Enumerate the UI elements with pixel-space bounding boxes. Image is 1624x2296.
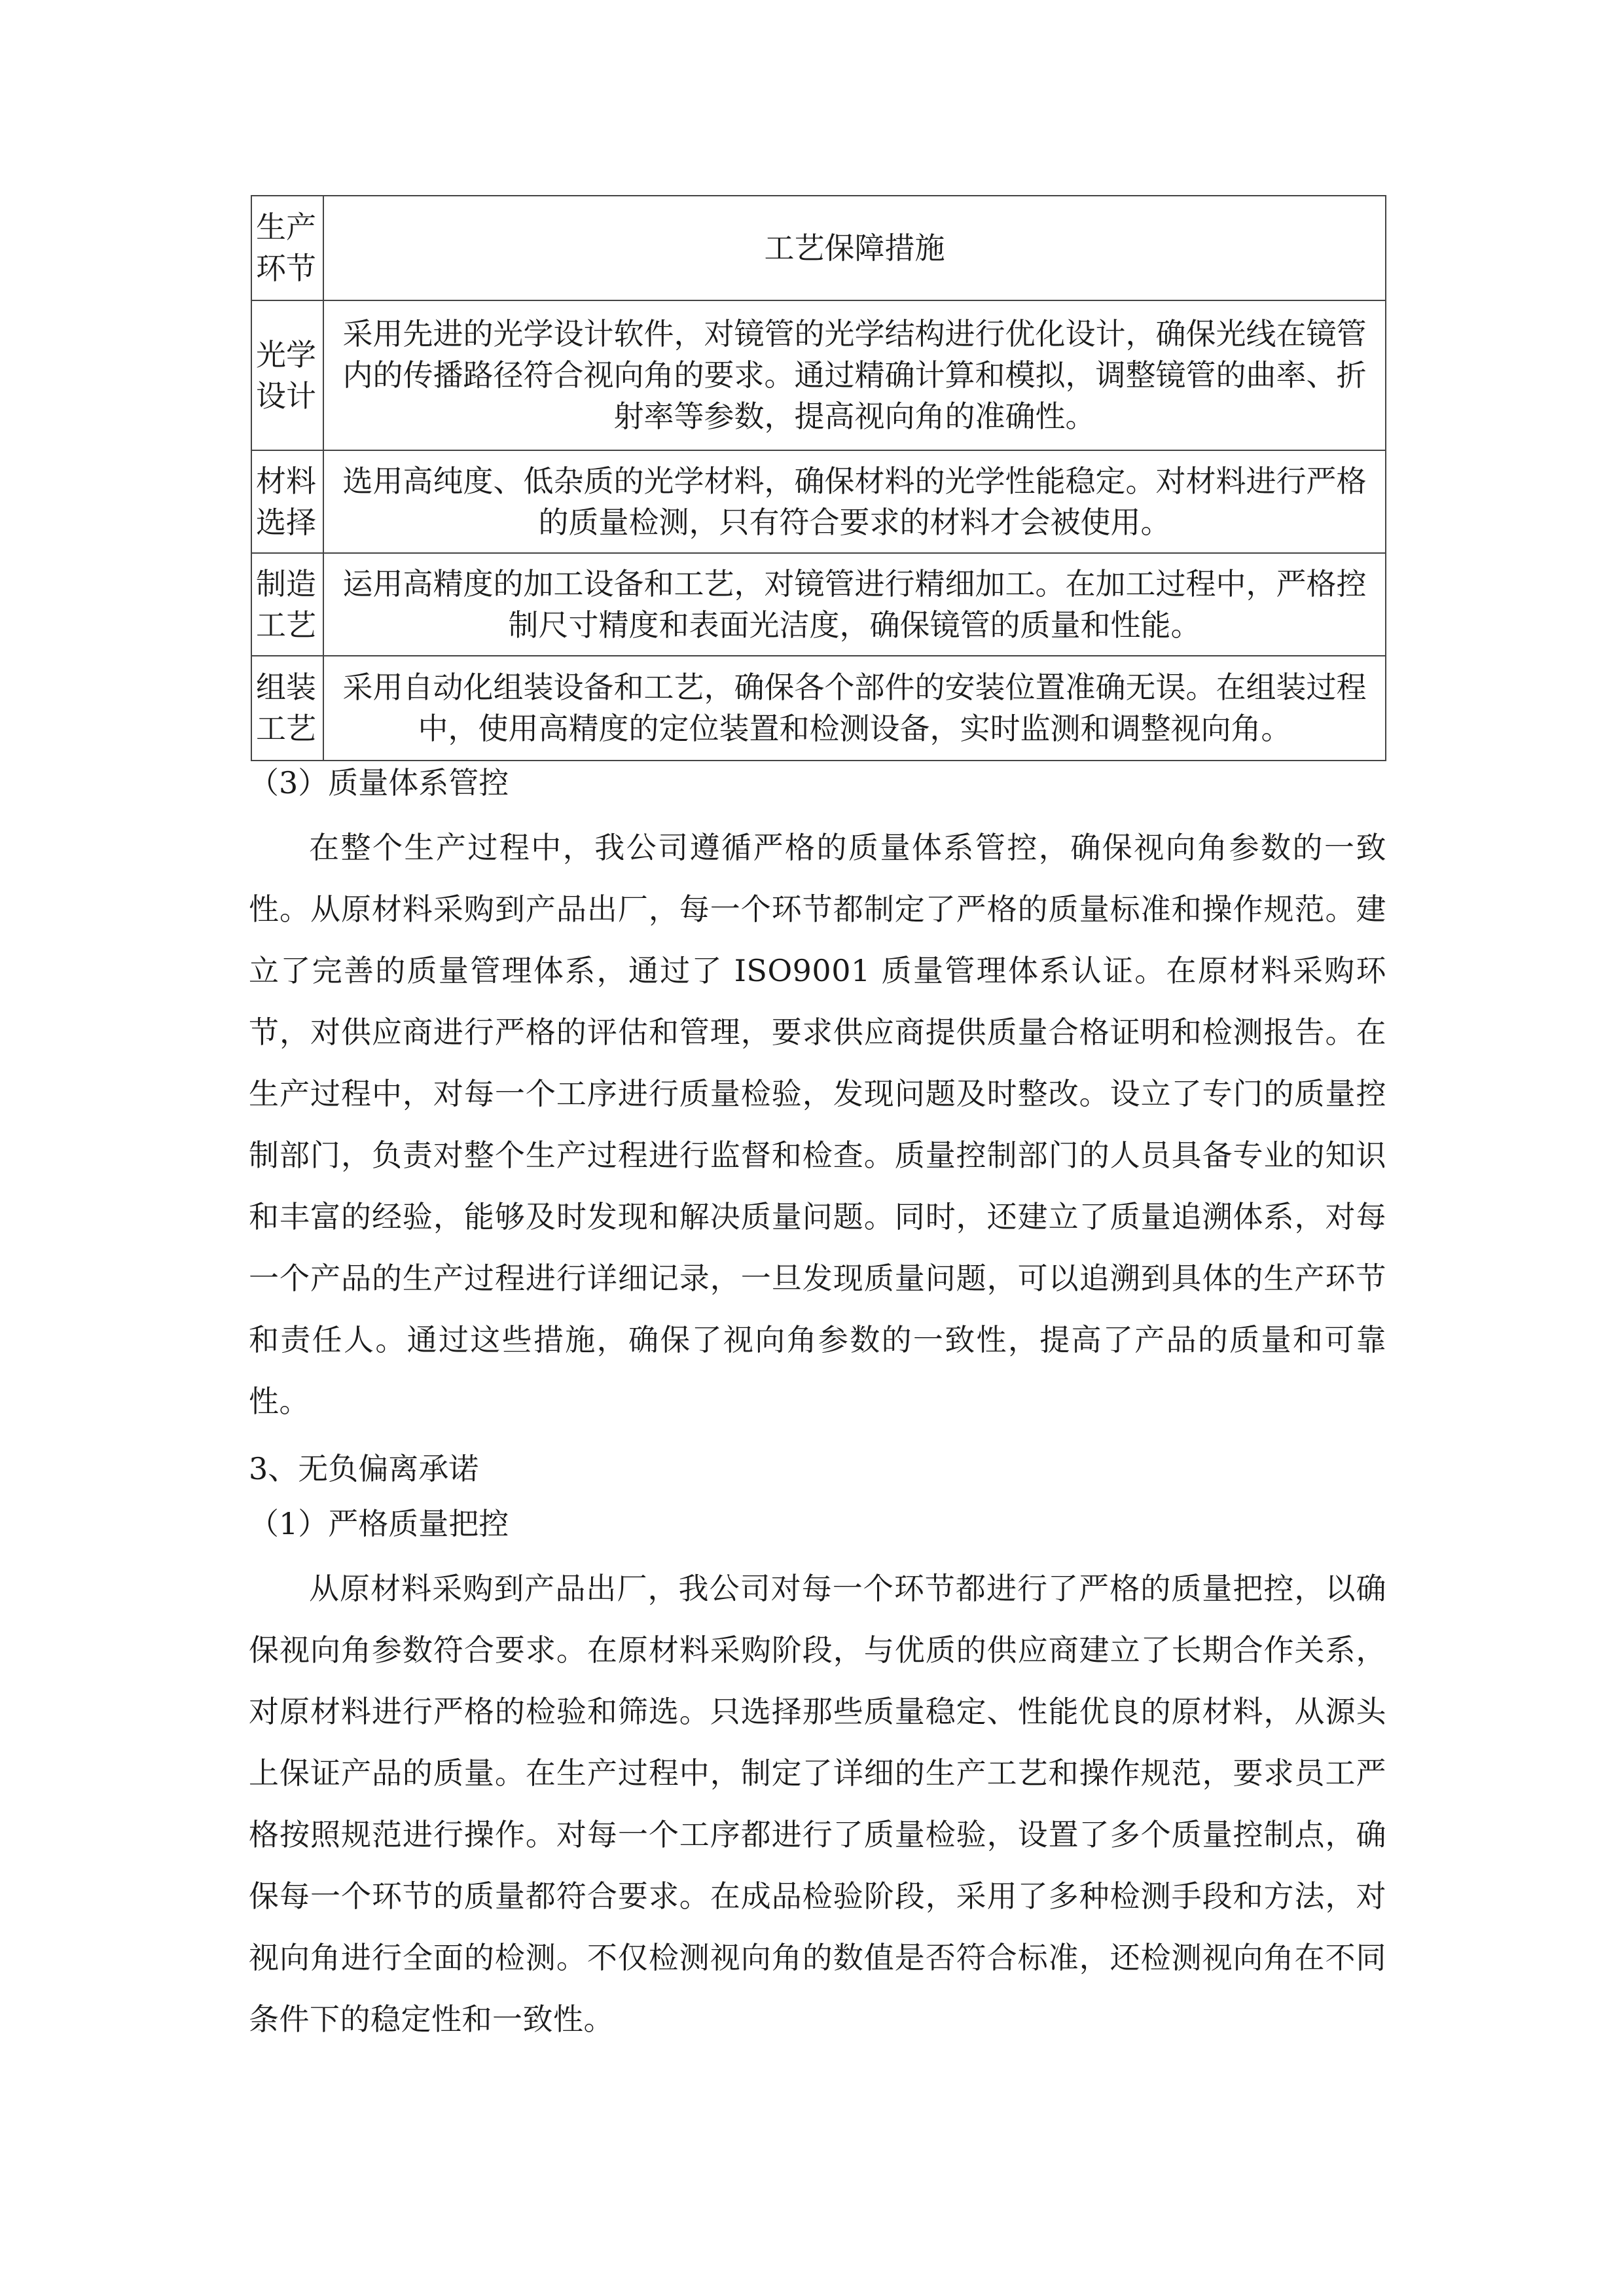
- quality-control-subheading: （1）严格质量把控: [249, 1506, 509, 1541]
- table-row: [251, 656, 1386, 761]
- quality-system-heading: （3）质量体系管控: [249, 765, 509, 800]
- table-row: [251, 450, 1386, 553]
- table-row: [251, 553, 1386, 656]
- table-row: [251, 300, 1386, 450]
- measure-cell: 选用高纯度、低杂质的光学材料，确保材料的光学性能稳定。对材料进行严格的质量检测，只有符合要求的材料才会被使用。: [323, 450, 1386, 553]
- measure-cell: 采用先进的光学设计软件，对镜管的光学结构进行优化设计，确保光线在镜管内的传播路径符合视向角的要求。通过精确计算和模拟，调整镜管的曲率、折射率等参数，提高视向角的准确性。: [323, 300, 1386, 450]
- stage-cell: 材料选择: [251, 450, 323, 553]
- table-header-row: [251, 196, 1386, 300]
- stage-cell: 光学设计: [251, 300, 323, 450]
- body-content: [249, 761, 1386, 2050]
- stage-cell: 组装工艺: [251, 656, 323, 761]
- measure-cell: 采用自动化组装设备和工艺，确保各个部件的安装位置准确无误。在组装过程中，使用高精度的定位装置和检测设备，实时监测和调整视向角。: [323, 656, 1386, 761]
- header-stage-cell: 生产环节: [251, 196, 323, 300]
- commitment-heading: 3、无负偏离承诺: [249, 1451, 479, 1486]
- header-measure-cell: 工艺保障措施: [323, 196, 1386, 300]
- quality-control-paragraph: 从原材料采购到产品出厂，我公司对每一个环节都进行了严格的质量把控，以确保视向角参数符合要求。在原材料采购阶段，与优质的供应商建立了长期合作关系，对原材料进行严格的检验和筛选。只选择那些质量稳定、性能优良的原材料，从源头上保证产品的质量。在生产过程中，制定了详细的生产工艺和操作规范，要求员工严格按照规范进行操作。对每一个工序都进行了质量检验，设置了多个质量控制点，确保每一个环节的质量都符合要求。在成品检验阶段，采用了多种检测手段和方法，对视向角进行全面的检测。不仅检测视向角的数值是否符合标准，还检测视向角在不同条件下的稳定性和一致性。: [249, 1571, 1386, 2037]
- process-measures-table: [251, 195, 1386, 761]
- measure-cell: 运用高精度的加工设备和工艺，对镜管进行精细加工。在加工过程中，严格控制尺寸精度和表面光洁度，确保镜管的质量和性能。: [323, 553, 1386, 656]
- quality-system-paragraph: 在整个生产过程中，我公司遵循严格的质量体系管控，确保视向角参数的一致性。从原材料采购到产品出厂，每一个环节都制定了严格的质量标准和操作规范。建立了完善的质量管理体系，通过了 ISO9001 质量管理体系认证。在原材料采购环节，对供应商进行严格的评估和管理，要求供应商提供质量合格证明和检测报告。在生产过程中，对每一个工序进行质量检验，发现问题及时整改。设立了专门的质量控制部门，负责对整个生产过程进行监督和检查。质量控制部门的人员具备专业的知识和丰富的经验，能够及时发现和解决质量问题。同时，还建立了质量追溯体系，对每一个产品的生产过程进行详细记录，一旦发现质量问题，可以追溯到具体的生产环节和责任人。通过这些措施，确保了视向角参数的一致性，提高了产品的质量和可靠性。: [249, 830, 1386, 1419]
- stage-cell: 制造工艺: [251, 553, 323, 656]
